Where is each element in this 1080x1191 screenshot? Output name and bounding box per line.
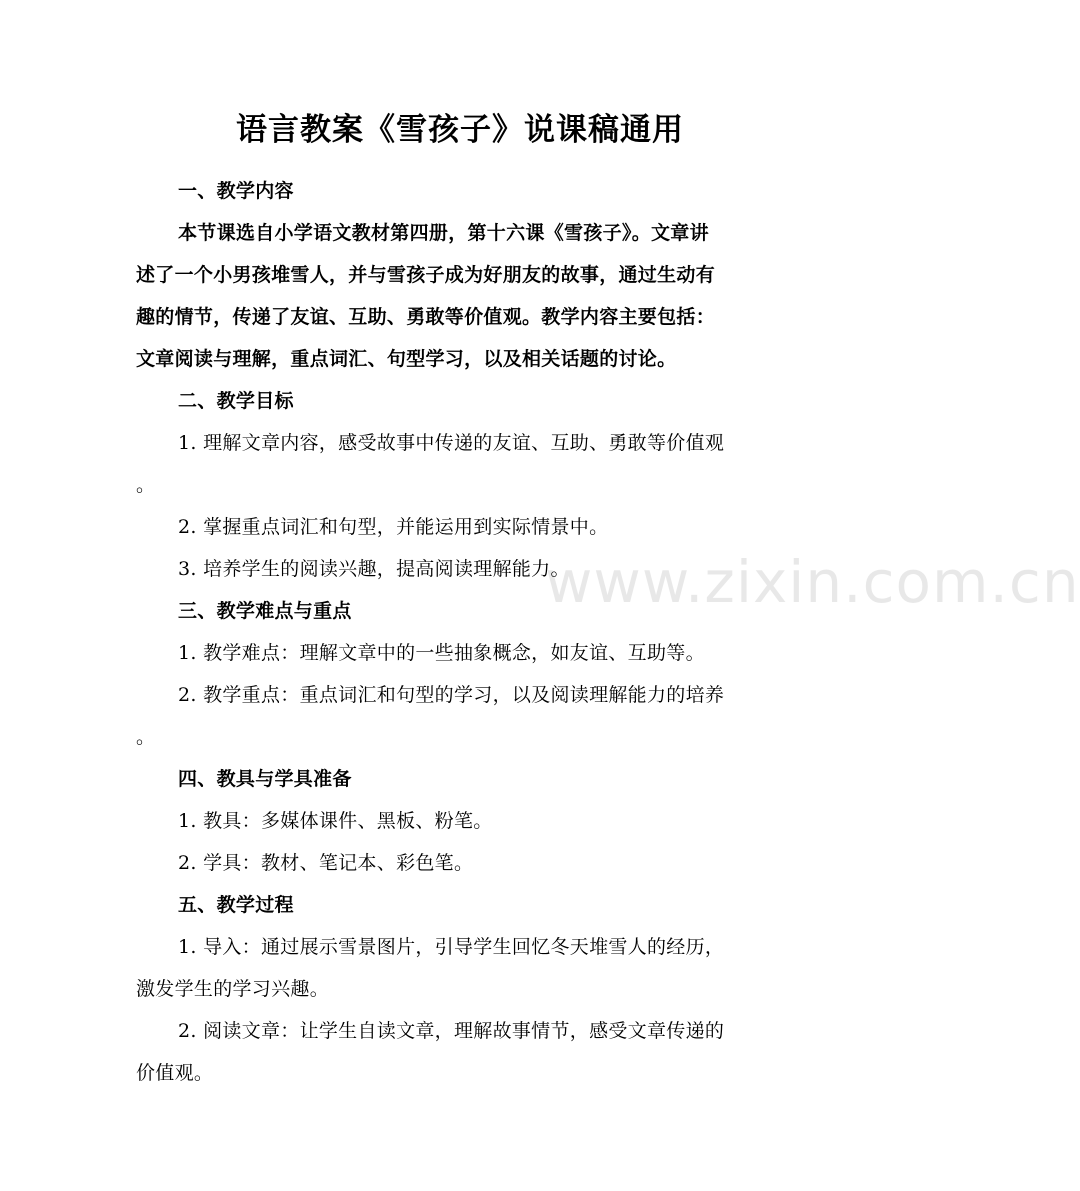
list-item: 2. 阅读文章：让学生自读文章，理解故事情节，感受文章传递的 bbox=[178, 1020, 725, 1042]
list-item: 1. 导入：通过展示雪景图片，引导学生回忆冬天堆雪人的经历， bbox=[178, 936, 725, 958]
list-item-continuation: 激发学生的学习兴趣。 bbox=[136, 978, 330, 1000]
document-title: 语言教案《雪孩子》说课稿通用 bbox=[236, 112, 684, 148]
section-heading-3: 三、教学难点与重点 bbox=[178, 600, 352, 622]
list-item-continuation: 。 bbox=[136, 726, 156, 748]
list-item: 3. 培养学生的阅读兴趣，提高阅读理解能力。 bbox=[178, 558, 570, 580]
list-item: 2. 掌握重点词汇和句型，并能运用到实际情景中。 bbox=[178, 516, 609, 538]
list-item: 2. 学具：教材、笔记本、彩色笔。 bbox=[178, 852, 474, 874]
section-heading-1: 一、教学内容 bbox=[178, 180, 294, 202]
list-item: 2. 教学重点：重点词汇和句型的学习，以及阅读理解能力的培养 bbox=[178, 684, 725, 706]
section-heading-2: 二、教学目标 bbox=[178, 390, 294, 412]
paragraph-line: 趣的情节，传递了友谊、互助、勇敢等价值观。教学内容主要包括： bbox=[136, 306, 716, 328]
paragraph-line: 述了一个小男孩堆雪人，并与雪孩子成为好朋友的故事，通过生动有 bbox=[136, 264, 716, 286]
list-item-continuation: 。 bbox=[136, 474, 156, 496]
list-item-continuation: 价值观。 bbox=[136, 1062, 214, 1084]
section-heading-5: 五、教学过程 bbox=[178, 894, 294, 916]
paragraph-line: 本节课选自小学语文教材第四册，第十六课《雪孩子》。文章讲 bbox=[178, 222, 709, 244]
section-heading-4: 四、教具与学具准备 bbox=[178, 768, 352, 790]
paragraph-line: 文章阅读与理解，重点词汇、句型学习，以及相关话题的讨论。 bbox=[136, 348, 677, 370]
watermark: www.zixin.com.cn bbox=[545, 548, 1080, 616]
document-body bbox=[136, 170, 782, 1094]
list-item: 1. 教具：多媒体课件、黑板、粉笔。 bbox=[178, 810, 493, 832]
list-item: 1. 教学难点：理解文章中的一些抽象概念，如友谊、互助等。 bbox=[178, 642, 705, 664]
list-item: 1. 理解文章内容，感受故事中传递的友谊、互助、勇敢等价值观 bbox=[178, 432, 725, 454]
